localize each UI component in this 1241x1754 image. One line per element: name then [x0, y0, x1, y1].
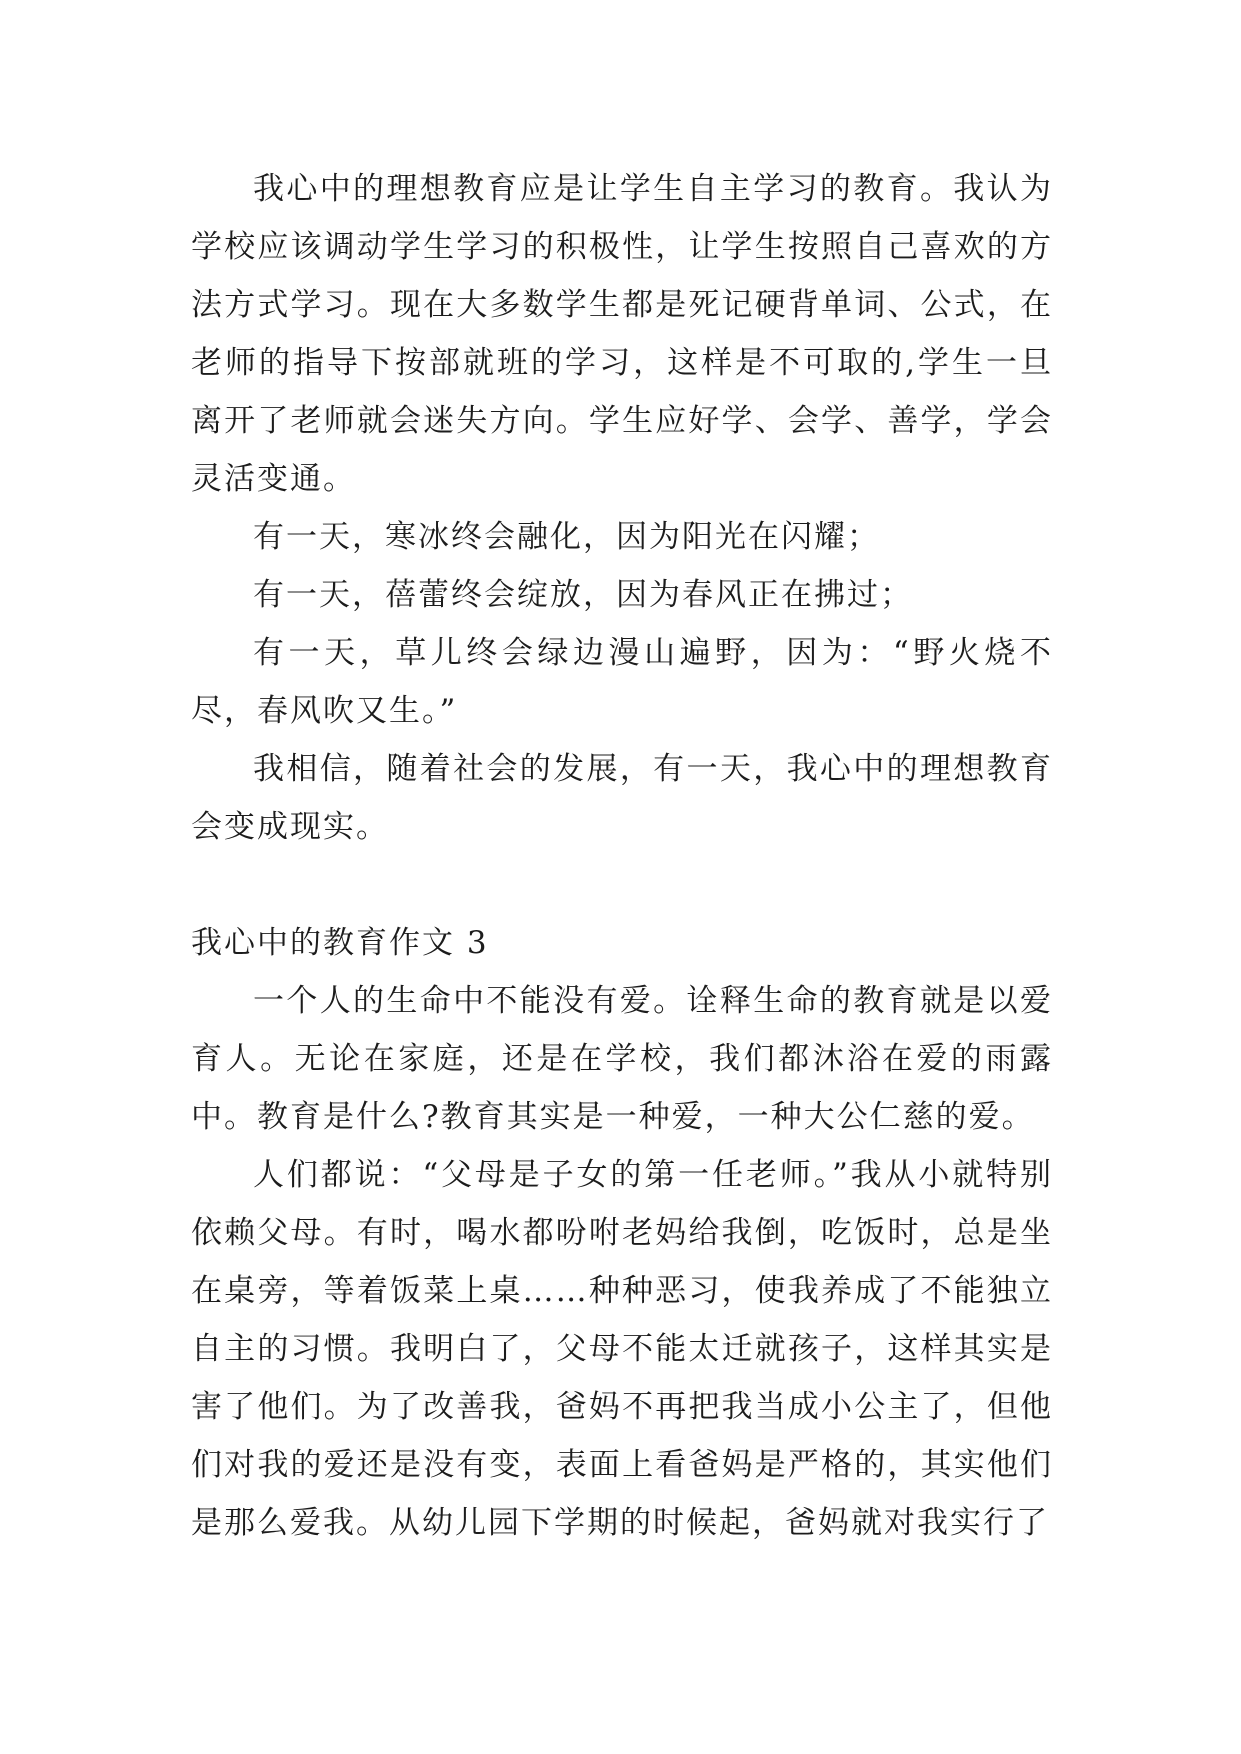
section-title: 我心中的教育作文 3: [191, 925, 489, 961]
paragraph-parents-teachers: 人们都说：“父母是子女的第一任老师。”我从小就特别依赖父母。有时，喝水都吩咐老妈给我倒，吃饭时，总是坐在桌旁，等着饭菜上桌……种种恶习，使我养成了不能独立自主的习惯。我明白了，父母不能太迁就孩子，这样其实是害了他们。为了改善我，爸妈不再把我当成小公主了，但他们对我的爱还是没有变，表面上看爸妈是严格的，其实他们是那么爱我。从幼儿园下学期的时候起，爸妈就对我实行了: [191, 1157, 1053, 1541]
paragraph-ice-melts: 有一天，寒冰终会融化，因为阳光在闪耀；: [253, 519, 880, 555]
paragraph-believe: 我相信，随着社会的发展，有一天，我心中的理想教育会变成现实。: [191, 751, 1053, 845]
section-spacer: [191, 856, 1053, 914]
paragraph-ideal-education: 我心中的理想教育应是让学生自主学习的教育。我认为学校应该调动学生学习的积极性，让学生按照自己喜欢的方法方式学习。现在大多数学生都是死记硬背单词、公式，在老师的指导下按部就班的学习，这样是不可取的,学生一旦离开了老师就会迷失方向。学生应好学、会学、善学，学会灵活变通。: [191, 171, 1053, 497]
document-body: [191, 160, 1053, 1552]
paragraph-love-life: 一个人的生命中不能没有爱。诠释生命的教育就是以爱育人。无论在家庭，还是在学校，我们都沐浴在爱的雨露中。教育是什么?教育其实是一种爱，一种大公仁慈的爱。: [191, 983, 1053, 1135]
paragraph-buds-bloom: 有一天，蓓蕾终会绽放，因为春风正在拂过；: [253, 577, 913, 613]
paragraph-grass-grows: 有一天，草儿终会绿边漫山遍野，因为：“野火烧不尽，春风吹又生。”: [191, 635, 1053, 729]
